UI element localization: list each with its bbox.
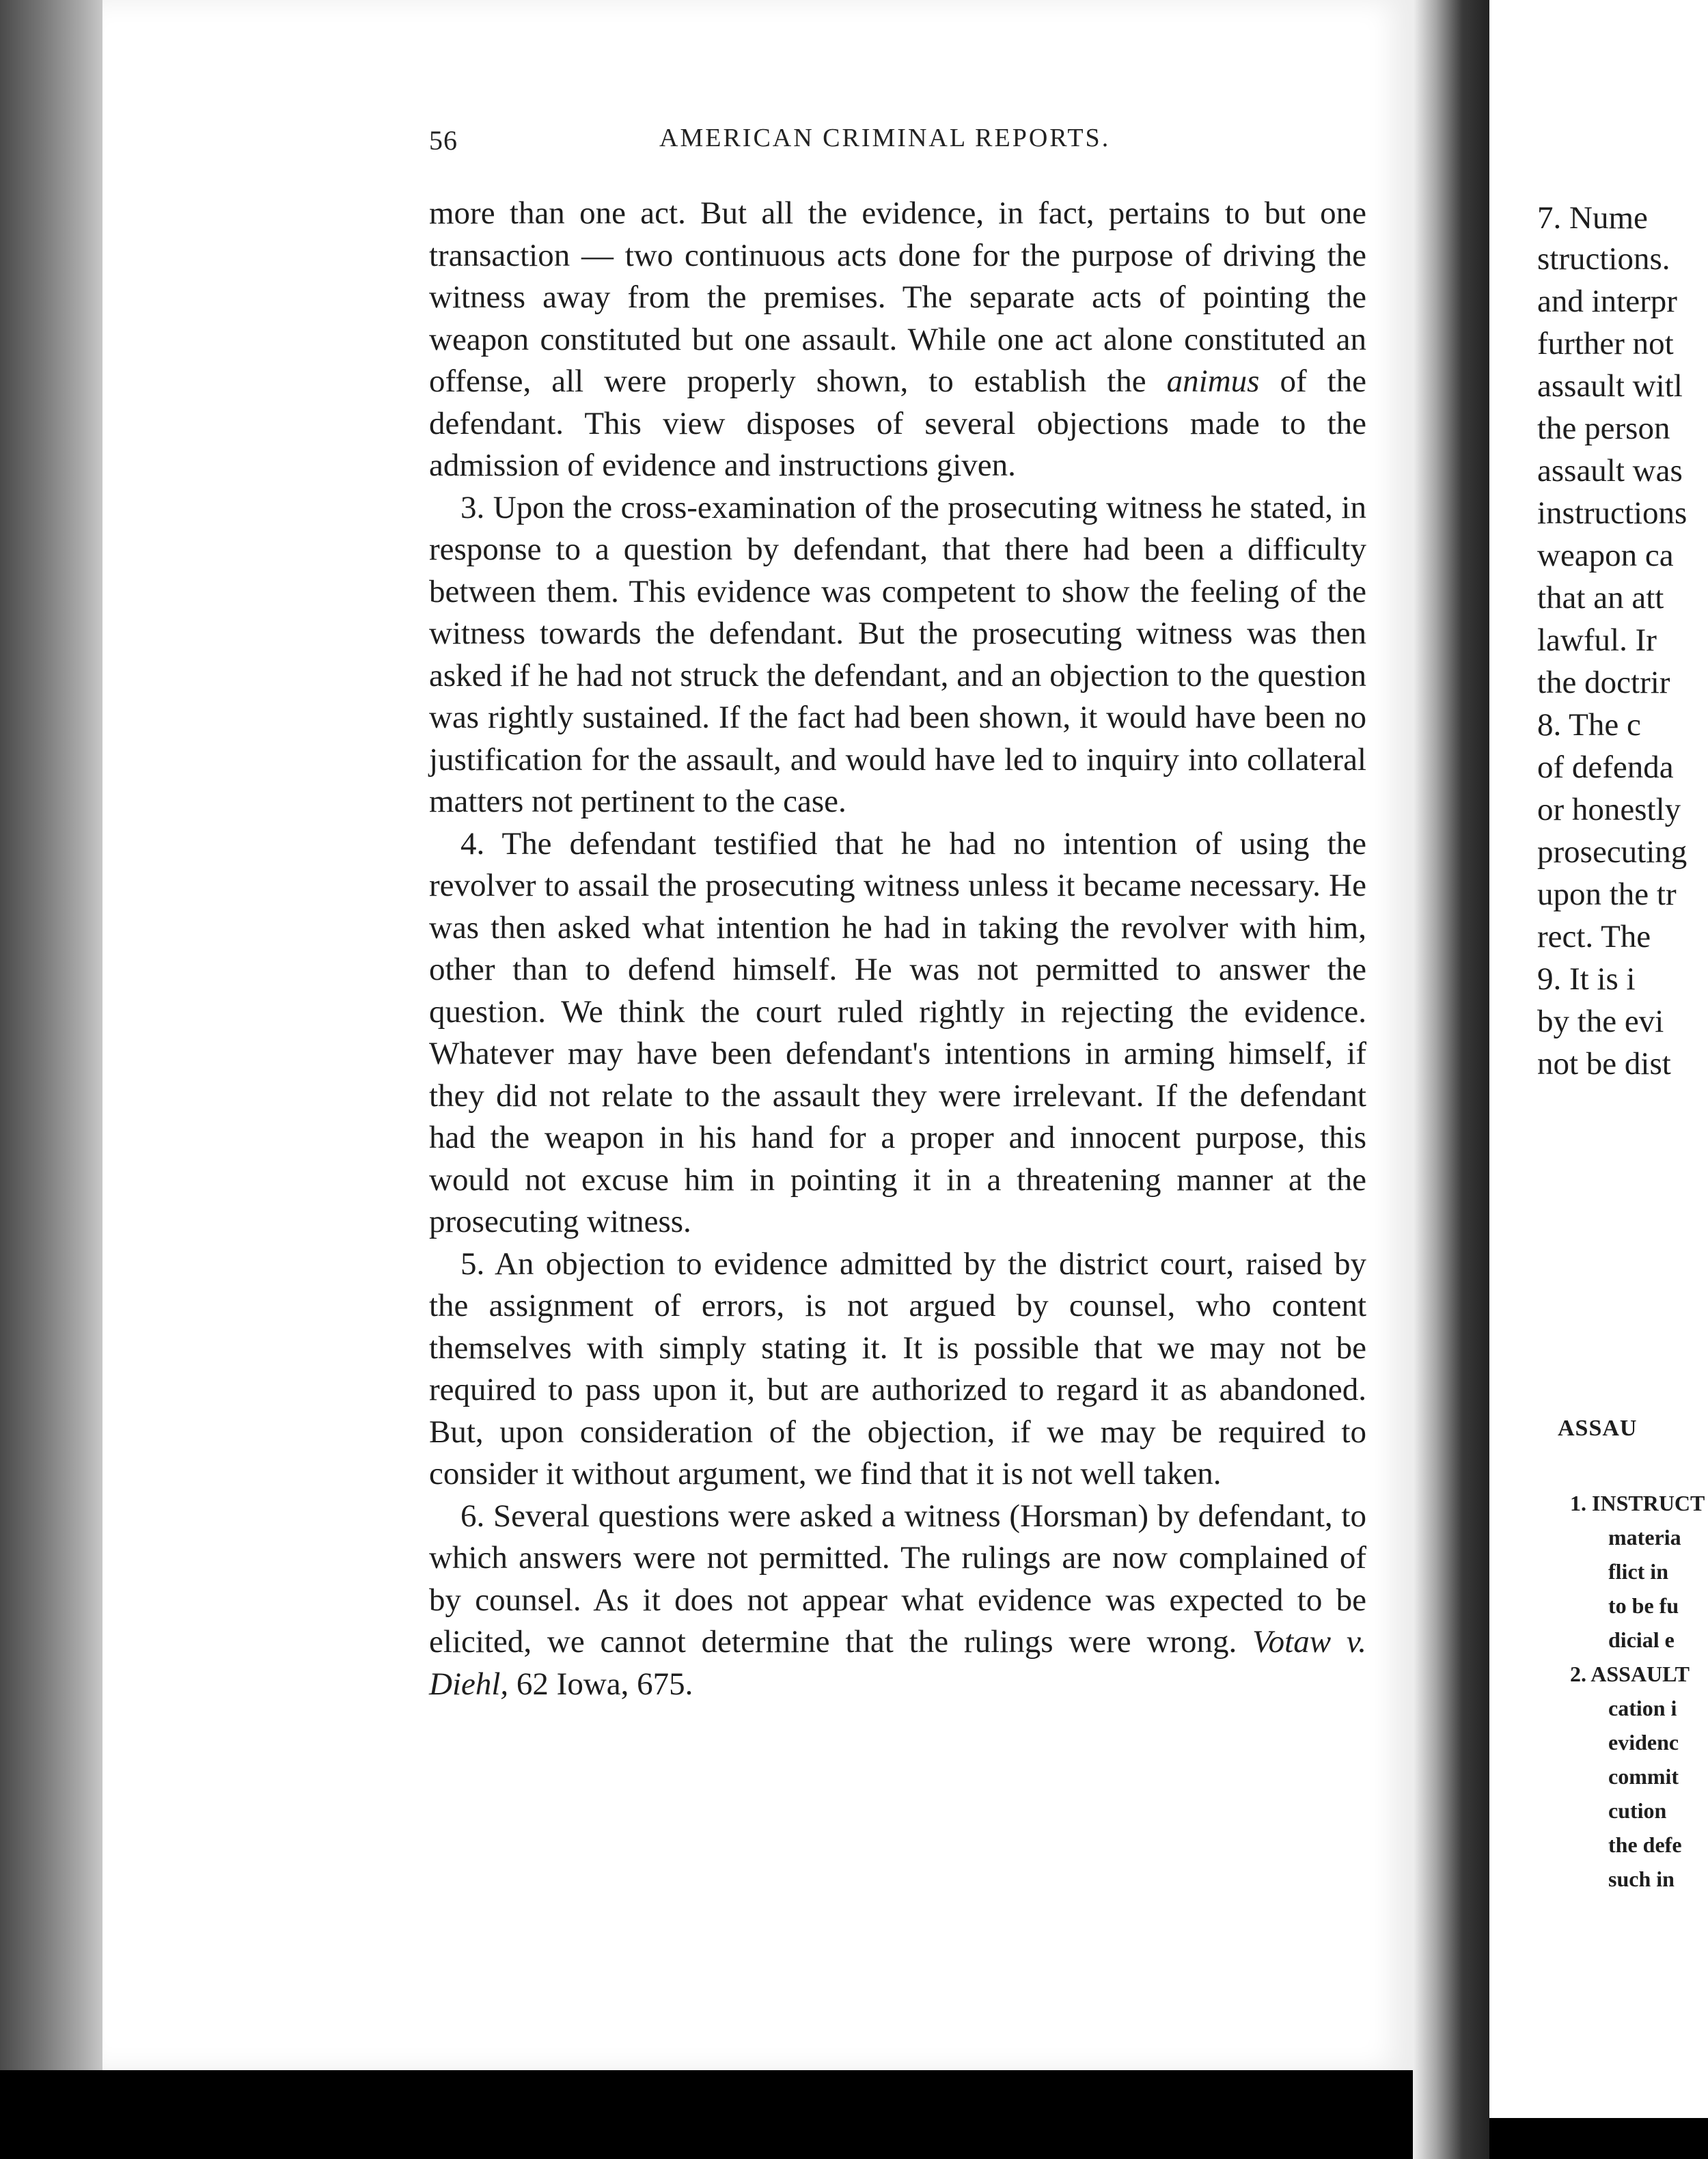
headnote-line: such in	[1608, 1867, 1675, 1891]
right-line: and interpr	[1537, 284, 1677, 319]
right-line: the doctrir	[1537, 665, 1670, 700]
right-line: of defenda	[1537, 750, 1674, 785]
right-line: further not	[1537, 326, 1674, 361]
scan-bottom-edge	[0, 2070, 1413, 2159]
headnote-line: materia	[1608, 1525, 1681, 1550]
right-page	[1489, 0, 1708, 2118]
right-line: weapon ca	[1537, 538, 1674, 573]
right-line: instructions	[1537, 495, 1688, 531]
paragraph-3: 3. Upon the cross-examination of the prosecuting witness he stated, in response to a question by defendant, that there had been a difficulty between them. This evidence was competent to show the feeling of the witness towards the defendant. But the prosecuting witness was then asked if he had not struck the defendant, and an objection to the question was rightly sustained. If the fact had been shown, it would have been no justification for the assault, and would have led to inquiry into collateral matters not pertinent to the case.	[429, 489, 1366, 819]
headnote-line: flict in	[1608, 1559, 1668, 1584]
right-line: or honestly	[1537, 792, 1681, 827]
right-line: the person	[1537, 411, 1670, 446]
right-line: assault witl	[1537, 368, 1683, 404]
page-edge-stack	[0, 0, 102, 2159]
headnote-line: cution	[1608, 1798, 1667, 1823]
section-heading: ASSAU	[1558, 1416, 1638, 1441]
paragraph-6: 6. Several questions were asked a witness (Horsman) by defendant, to which answers were not permitted. The rulings are now complained of by counsel. As it does not appear what evidence was expected to be elicited, we cannot determine that the rulings were wrong. Votaw v. Diehl, 62 Iowa, 675.	[429, 1498, 1367, 1702]
right-line: structions.	[1537, 241, 1670, 277]
case-citation: Votaw v. Diehl,	[429, 1624, 1367, 1702]
headnote-line: evidenc	[1608, 1730, 1679, 1755]
headnote-line: commit	[1608, 1764, 1679, 1789]
headnote-line: 2. ASSAULT	[1570, 1662, 1690, 1686]
book-gutter	[1413, 0, 1489, 2159]
paragraph-continuation: more than one act. But all the evidence, in fact, pertains to but one transaction — two continuous acts done for the purpose of driving the witness away from the premises. The separate acts of pointing the weapon constituted but one assault. While one act alone constituted an offense, all were properly shown, to establish the animus of the defendant. This view disposes of several objections made to the admission of evidence and instructions given.	[429, 195, 1367, 483]
paragraph-5: 5. An objection to evidence admitted by the district court, raised by the assignment of errors, is not argued by counsel, who content themselves with simply stating it. It is possible that we may not be required to pass upon it, but are authorized to regard it as abandoned. But, upon consideration of the objection, if we may be required to consider it without argument, we find that it is not well taken.	[429, 1246, 1366, 1491]
headnote-line: dicial e	[1608, 1627, 1675, 1652]
right-line: not be dist	[1537, 1046, 1671, 1082]
right-line: 7. Nume	[1537, 200, 1648, 236]
italic-term: animus	[1166, 363, 1260, 399]
right-line: 9. It is i	[1537, 961, 1636, 997]
headnote-line: to be fu	[1608, 1593, 1679, 1618]
paragraph-4: 4. The defendant testified that he had no intention of using the revolver to assail the prosecuting witness unless it became necessary. He was then asked what intention he had in taking the revolver with him, other than to defend himself. He was not permitted to answer the question. We think the court ruled rightly in rejecting the evidence. Whatever may have been defendant's intentions in arming himself, if they did not relate to the assault they were irrelevant. If the defendant had the weapon in his hand for a proper and innocent purpose, this would not excuse him in pointing it in a threatening manner at the prosecuting witness.	[429, 825, 1366, 1239]
right-line: lawful. Ir	[1537, 622, 1657, 658]
right-line: upon the tr	[1537, 877, 1677, 912]
right-line: 8. The c	[1537, 707, 1641, 743]
headnote-line: 1. INSTRUCT	[1570, 1491, 1705, 1515]
headnote-line: cation i	[1608, 1696, 1677, 1720]
body-text	[429, 193, 1366, 1705]
right-line: by the evi	[1537, 1004, 1664, 1039]
running-head: AMERICAN CRIMINAL REPORTS.	[659, 124, 1111, 152]
right-line: assault was	[1537, 453, 1683, 489]
right-line: that an att	[1537, 580, 1664, 616]
headnote-line: the defe	[1608, 1832, 1682, 1857]
right-line: prosecuting	[1537, 834, 1688, 870]
right-line: rect. The	[1537, 919, 1651, 954]
page-number: 56	[429, 125, 458, 156]
